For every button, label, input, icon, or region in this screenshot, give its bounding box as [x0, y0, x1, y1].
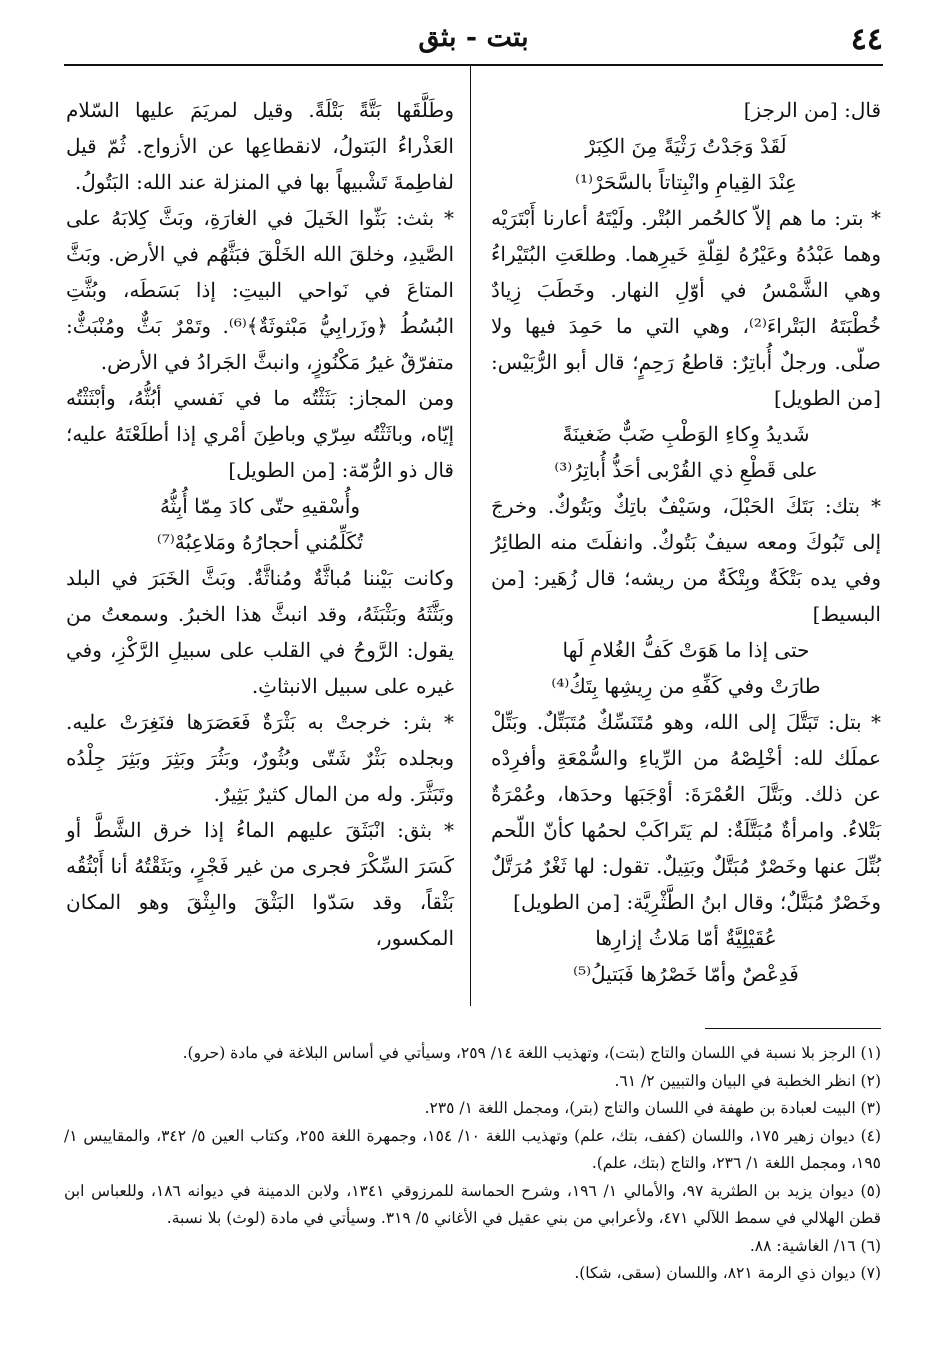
footnote: (٧) ديوان ذي الرمة ٨٢١، واللسان (سقى، شكا).	[574, 1264, 881, 1282]
running-title: بتت - بثق	[418, 22, 529, 53]
verse-line: على قَطْعِ ذي القُرْبى أحَذُّ أُباتِرُ⁽³⁾	[554, 458, 818, 482]
footnote: (٢) انظر الخطبة في البيان والتبيين ٢/ ٦١.	[614, 1071, 881, 1090]
verse-line: عُقَيْلِيَّةٌ أمّا مَلاثُ إزارِها	[595, 926, 777, 950]
footnote: (٤) ديوان زهير ١٧٥، واللسان (كفف، بتك، علم) وتهذيب اللغة ١٠/ ١٥٤، وجمهرة اللغة ٢٥٥، وكتاب العين ٥/ ٣٤٢، والمقاييس ١/ ١٩٥، ومجمل اللغة ١/ ٢٣٦، والتاج (بتك، علم).	[64, 1126, 882, 1172]
right-column	[491, 92, 881, 992]
verse-line: حتى إذا ما هَوَتْ كَفُّ الغُلامِ لَها	[562, 638, 810, 662]
entry-paragraph: * بثق: انْبَثَقَ عليهم الماءُ إذا خرق الشَّطَّ أو كَسَرَ السِّكْرَ فجرى من غير فَجْرٍ، وبَثَقْتُهُ أنا أَبْثُقُه بَثْقاً، وقد سَدّوا البَثْقَ والبِثْقَ وهو المكان المكسور،	[66, 818, 454, 950]
page-header	[64, 20, 883, 60]
footnote: (٣) البيت لعبادة بن طهفة في اللسان والتاج (بتر)، ومجمل اللغة ١/ ٢٣٥.	[424, 1099, 881, 1117]
verse-line: فَدِعْصٌ وأمّا خَصْرُها فَبَتيلُ⁽⁵⁾	[573, 962, 799, 986]
footnote: (١) الرجز بلا نسبة في اللسان والتاج (بتت)، وتهذيب اللغة ١٤/ ٢٥٩، وسيأتي في أساس البلاغة في مادة (حرو).	[182, 1044, 881, 1062]
footnotes	[64, 1040, 881, 1288]
left-column	[66, 92, 454, 956]
verse-line: لَقَدْ وَجَدْتُ رَثْيَةً مِنَ الكِبَرْ	[585, 134, 787, 158]
verse-line: شَديدُ وِكاءِ الوَطْبِ ضَبٌّ ضَغينَةً	[562, 422, 810, 446]
entry-paragraph: قال: [من الرجز]	[743, 98, 881, 122]
verse-line: طارَتْ وفي كَفِّهِ من رِيشِها بِتَكُ⁽⁴⁾	[551, 674, 821, 698]
verse-line: عِنْدَ القِيامِ وانْبِتاتاً بالسَّحَرْ⁽¹⁾	[575, 170, 797, 194]
verse-line: وأُسْقيهِ حتّى كادَ مِمّا أُبِثُّهُ	[159, 494, 361, 518]
header-rule	[64, 64, 883, 66]
entry-paragraph: * بتك: بَتَكَ الحَبْلَ، وسَيْفٌ باتِكٌ وبَتُوكٌ. وخرجَ إلى تَبُوكَ ومعه سيفٌ بَتُوكٌ. وانفلَتَ منه الطائِرُ وفي يده بَتْكَةٌ وبِتْكَةٌ من ريشه؛ قال زُهَير: [من البسيط]	[491, 494, 881, 626]
page-number: ٤٤	[850, 22, 883, 57]
entry-paragraph: * بثث: بَثّوا الخَيلَ في الغارَةِ، وبَثَّ كِلابَهُ على الصَّيدِ، وخلقَ الله الخَلْقَ فبَثَّهُم في الأرض. وبَثَّ المتاعَ في نَواحي البيتِ: إذا بَسَطَه، وبُثَّتِ البُسُطُ ﴿وزَرابِيُّ مَبْثوثَةٌ﴾⁽⁶⁾. وتَمْرٌ بَثٌّ ومُنْبَثٌّ: متفرّقٌ غيرُ مَكْنُوزٍ، وانبثَّ الجَرادُ في الأرض.	[66, 206, 455, 374]
footnote: (٦) ١٦/ الغاشية: ٨٨.	[749, 1236, 881, 1255]
footnote-rule	[705, 1028, 881, 1029]
entry-paragraph: وكانت بَيْننا مُباثَّةٌ ومُناثَّةٌ. وبَثَّ الخَبَرَ في البلد وبَثَّثَهُ وبَثْبَثَهُ، وقد انبثَّ هذا الخبرُ. وسمعتُ من يقول: الرَّوحُ في القلب على سبيلِ الرَّكْزِ، وفي غيره على سبيل الانبثاثِ.	[66, 566, 454, 698]
entry-paragraph: * بتل: تَبَتَّلَ إلى الله، وهو مُتَنَسِّكٌ مُتَبَتِّلٌ. وبَتِّلْ عملَك لله: أخْلِصْهُ من الرِّياءِ والسُّمْعَةِ وأفرِدْه عن ذلك. وبَتَّلَ العُمْرَةَ: أوْجَبَها وحدَها، وعُمْرَةٌ بَتْلاءُ. وامرأةٌ مُبَتَّلَةٌ: لم يَتَراكَبْ لحمُها كأنّ اللّحم بُتِّلَ عنها وخَصْرٌ مُبَتَّلٌ وبَتِيلٌ. تقول: لها ثَغْرٌ مُرَتَّلٌ وخَصْرٌ مُبَتَّلٌ؛ وقال ابنُ الطَّثْرِيَّة: [من الطويل]	[491, 710, 881, 914]
entry-paragraph: ومن المجاز: بَثَثْتُه ما في نَفسي أبُثُّهُ، وأبْثَثْتُه إيّاه، وباثَثْتُه سِرّي وباطِنَ أمْري إذا أطلَعْتَهُ عليه؛ قال ذو الرُّمّة: [من الطويل]	[66, 386, 454, 482]
footnote: (٥) ديوان يزيد بن الطثرية ٩٧، والأمالي ١/ ١٩٦، وشرح الحماسة للمرزوقي ١٣٤١، ولابن الدمينة في ديوانه ١٨٦، وللعباس ابن قطن الهلالي في سمط اللآلي ٤٧١، ولأعرابي من بني عقيل في الأغاني ٥/ ٣١٩. وسيأتي في مادة (لوث) بلا نسبة.	[64, 1181, 881, 1227]
entry-paragraph: * بثر: خرجتْ به بَثْرَةٌ فَعَصَرَها فنَغِرَتْ عليه. وبجلده بَثْرٌ شَتّى وبُثُورٌ، وبَثُرَ وبَثِرَ وبَثِرَ جِلْدُه وتَبَثَّرَ. وله من المال كثيرٌ بَثِيرٌ.	[66, 710, 454, 806]
column-divider	[470, 66, 471, 1006]
verse-line: تُكَلِّمُني أحجارُهُ ومَلاعِبُهْ⁽⁷⁾	[156, 530, 364, 554]
entry-paragraph: وطَلَّقَها بَتَّةً بَتْلَةً. وقيل لمريَمَ عليها السّلام العَذْراءُ البَتولُ، لانقطاعِها عن الأزواج. ثُمّ قيل لفاطِمةَ تَشْبيهاً بها في المنزلة عند الله: البَتُولُ.	[66, 98, 454, 194]
entry-paragraph: * بتر: ما هم إلاّ كالحُمر البُتْر. ولَيْتَهُ أعارنا أَبْتَرَيْه وهما عَبْدُهُ وعَيْرُهُ لقِلّةِ خَيرِهما. وطلعَتِ البُتَيْراءُ وهي الشَّمْسُ في أوّلِ النهار. وخَطَبَ زِيادٌ خُطْبَتَهُ البَتْراءَ⁽²⁾، وهي التي ما حَمِدَ فيها ولا صلّى. ورجلٌ أُباتِرٌ: قاطعُ رَحِمٍ؛ قال أبو الرُّبَيْس: [من الطويل]	[491, 206, 881, 410]
